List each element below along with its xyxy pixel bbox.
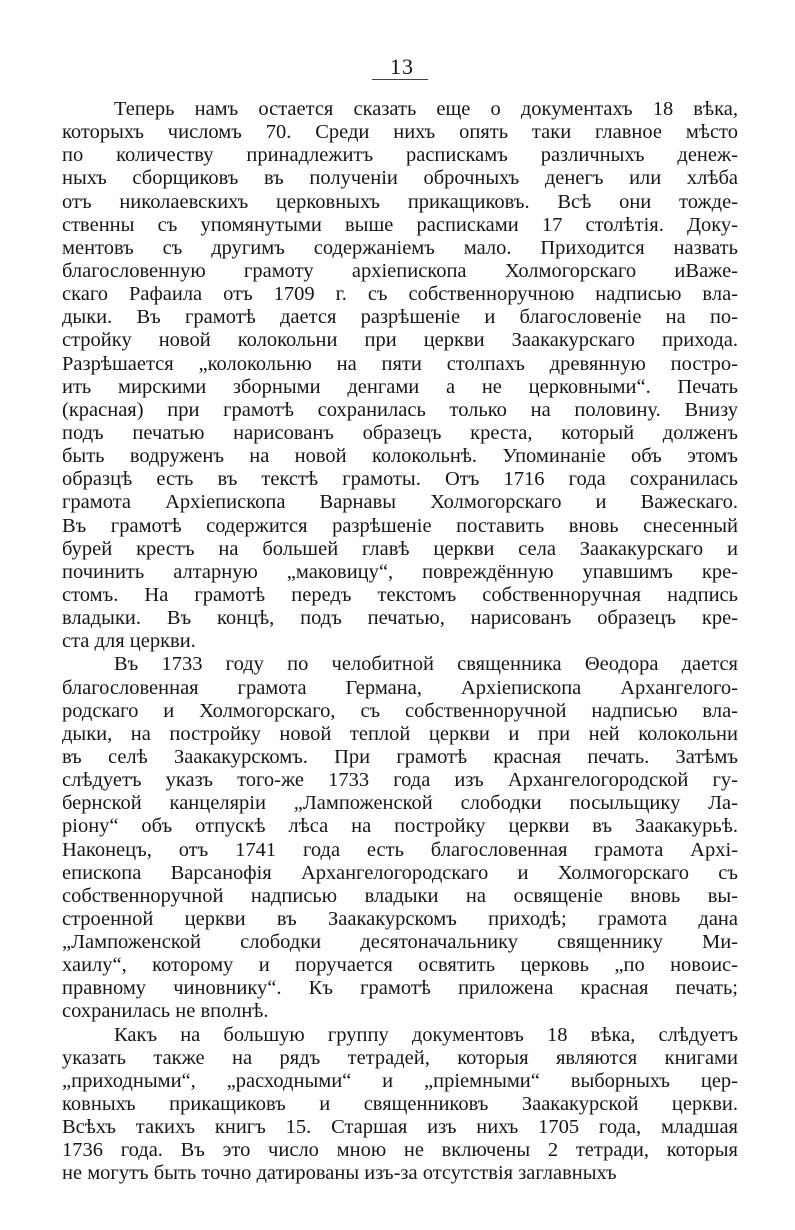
- text-line: не могутъ быть точно датированы изъ-за отсутствія заглавныхъ: [62, 1162, 617, 1185]
- text-line: строенной церкви въ Заакакурскомъ приходѣ; грамота дана: [62, 907, 738, 930]
- text-line: отъ николаевскихъ церковныхъ прикащиковъ. Всѣ они тожде-: [62, 190, 738, 213]
- text-line: бернской канцеляріи „Лампоженской слободки посыльщику Ла-: [62, 792, 738, 815]
- text-line: ныхъ сборщиковъ въ полученіи оброчныхъ денегъ или хлѣба: [62, 167, 738, 190]
- text-line: Въ 1733 году по челобитной священника Θеодора дается: [114, 653, 738, 676]
- text-line: Въ грамотѣ содержится разрѣшеніе поставить вновь снесенный: [62, 514, 738, 537]
- text-line: епископа Варсанофія Архангелогородскаго и Холмогорскаго съ: [62, 861, 738, 884]
- paragraph: [62, 98, 738, 653]
- text-line: указать также на рядъ тетрадей, которыя являются книгами: [62, 1046, 738, 1069]
- text-line: бурей крестъ на большей главѣ церкви села Заакакурскаго и: [62, 537, 738, 560]
- text-line: ственны съ упомянутыми выше расписками 17 столѣтія. Доку-: [62, 213, 738, 236]
- text-line: ста для церкви.: [62, 630, 196, 653]
- text-line: грамота Архіепископа Варнавы Холмогорскаго и Важескаго.: [62, 491, 738, 514]
- text-line: подъ печатью нарисованъ образецъ креста, который долженъ: [62, 421, 738, 444]
- text-line: (красная) при грамотѣ сохранилась только на половину. Внизу: [62, 398, 738, 421]
- text-line: собственноручной надписью владыки на освященіе вновь вы-: [62, 884, 738, 907]
- text-line: въ селѣ Заакакурскомъ. При грамотѣ красная печать. Затѣмъ: [62, 745, 738, 768]
- text-line: которыхъ числомъ 70. Среди нихъ опять таки главное мѣсто: [62, 121, 738, 144]
- text-line: стомъ. На грамотѣ передъ текстомъ собственноручная надпись: [62, 583, 738, 606]
- page-number: 13: [390, 54, 414, 79]
- paragraph: [62, 1024, 738, 1186]
- text-line: ментовъ съ другимъ содержаніемъ мало. Приходится назвать: [62, 236, 738, 259]
- text-line: Теперь намъ остается сказать еще о документахъ 18 вѣка,: [114, 98, 738, 120]
- text-line: ковныхъ прикащиковъ и священниковъ Заакакурской церкви.: [62, 1093, 738, 1116]
- text-line: хаилу“, которому и поручается освятить церковь „по новоис-: [62, 954, 738, 977]
- text-line: правному чиновнику“. Къ грамотѣ приложена красная печать;: [62, 977, 738, 1000]
- text-line: дыки. Въ грамотѣ дается разрѣшеніе и благословеніе на по-: [62, 306, 738, 329]
- text-line: Разрѣшается „колокольню на пяти столпахъ древянную постро-: [62, 352, 738, 375]
- text-line: стройку новой колокольни при церкви Заакакурскаго прихода.: [62, 329, 738, 352]
- text-line: образцѣ есть въ текстѣ грамоты. Отъ 1716 года сохранилась: [62, 468, 738, 491]
- text-line: дыки, на постройку новой теплой церкви и при ней колокольни: [62, 722, 738, 745]
- body-text: [62, 98, 738, 1186]
- text-line: владыки. Въ концѣ, подъ печатью, нарисованъ образецъ кре-: [62, 607, 738, 630]
- text-line: ріону“ объ отпускѣ лѣса на постройку церкви въ Заакакурьѣ.: [62, 815, 738, 838]
- text-line: Всѣхъ такихъ книгъ 15. Старшая изъ нихъ 1705 года, младшая: [62, 1116, 738, 1139]
- text-line: по количеству принадлежитъ распискамъ различныхъ денеж-: [62, 144, 738, 167]
- text-line: сохранилась не вполнѣ.: [62, 1000, 269, 1023]
- paragraph: [62, 653, 738, 1023]
- page-number-underline: [372, 79, 428, 80]
- text-line: благословенную грамоту архіепископа Холмогорскаго иВаже-: [62, 259, 738, 282]
- text-line: родскаго и Холмогорскаго, съ собственноручной надписью вла-: [62, 699, 738, 722]
- text-line: „приходными“, „расходными“ и „пріемными“ выборныхъ цер-: [62, 1069, 738, 1092]
- text-line: быть водруженъ на новой колокольнѣ. Упоминаніе объ этомъ: [62, 445, 738, 468]
- text-line: „Лампоженской слободки десятоначальнику священнику Ми-: [62, 931, 738, 954]
- text-line: благословенная грамота Германа, Архіепископа Архангелого-: [62, 676, 738, 699]
- text-line: 1736 года. Въ это число мною не включены 2 тетради, которыя: [62, 1139, 738, 1162]
- text-line: слѣдуетъ указъ того-же 1733 года изъ Архангелогородской гу-: [62, 769, 738, 792]
- text-line: Какъ на большую группу документовъ 18 вѣка, слѣдуетъ: [114, 1023, 738, 1046]
- text-line: починить алтарную „маковицу“, повреждённую упавшимъ кре-: [62, 560, 738, 583]
- text-line: Наконецъ, отъ 1741 года есть благословенная грамота Архі-: [62, 838, 738, 861]
- text-line: скаго Рафаила отъ 1709 г. съ собственноручною надписью вла-: [62, 283, 738, 306]
- text-line: ить мирскими зборными денгами а не церковными“. Печать: [62, 375, 738, 398]
